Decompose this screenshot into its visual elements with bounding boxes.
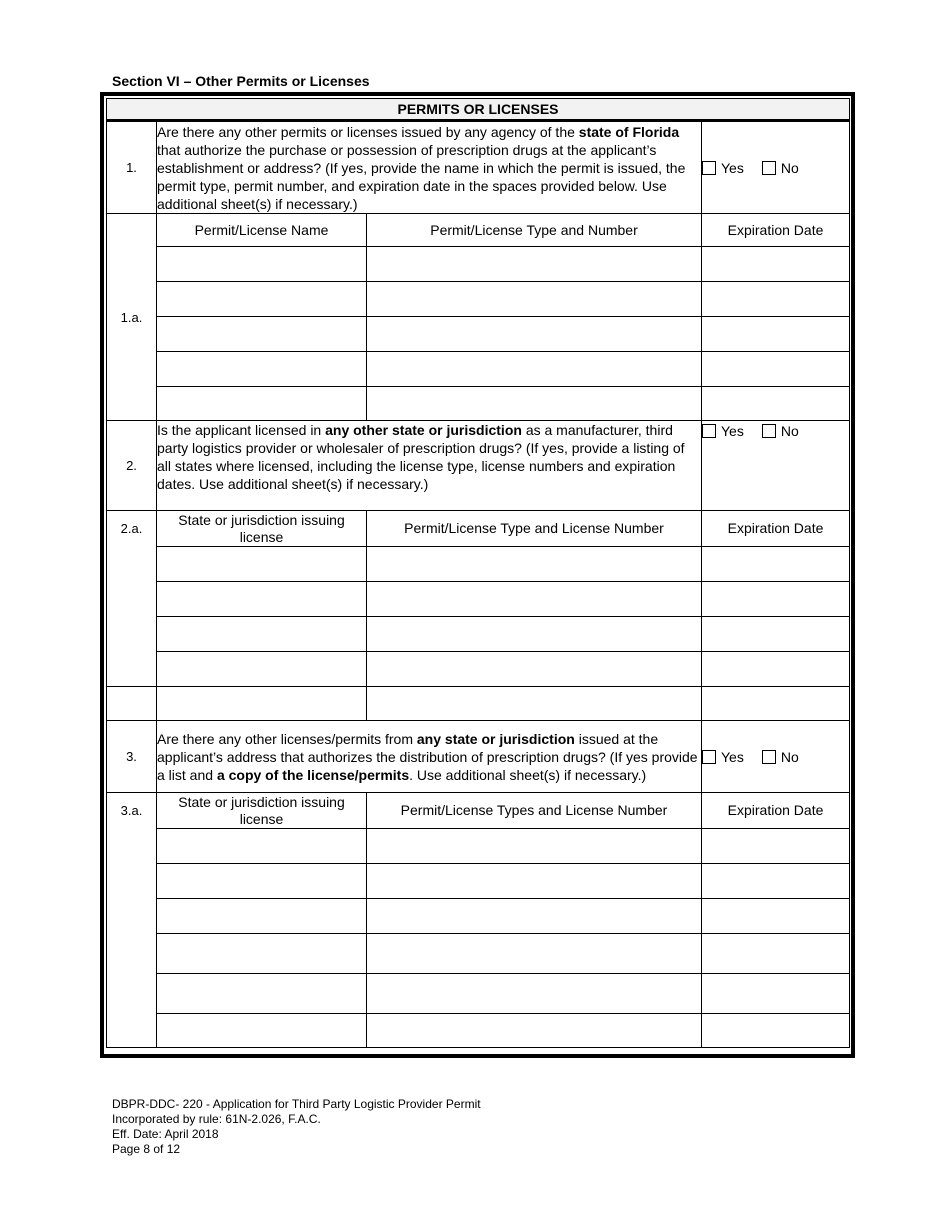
table-cell[interactable] xyxy=(367,934,702,974)
q1-col-name: Permit/License Name xyxy=(157,214,367,247)
table-cell[interactable] xyxy=(157,899,367,934)
table-cell[interactable] xyxy=(702,387,850,421)
section-title: Section VI – Other Permits or Licenses xyxy=(112,73,370,89)
q3-col-expiration: Expiration Date xyxy=(702,793,850,829)
q2a-number: 2.a. xyxy=(107,511,157,687)
table-header: PERMITS OR LICENSES xyxy=(107,99,850,121)
q2-col-type: Permit/License Type and License Number xyxy=(367,511,702,547)
q1a-number: 1.a. xyxy=(107,214,157,421)
q3-no-checkbox[interactable] xyxy=(762,750,776,764)
table-cell[interactable] xyxy=(107,687,157,721)
table-cell[interactable] xyxy=(702,974,850,1014)
table-cell[interactable] xyxy=(367,864,702,899)
table-cell[interactable] xyxy=(702,1014,850,1048)
q2-col-expiration: Expiration Date xyxy=(702,511,850,547)
table-cell[interactable] xyxy=(367,1014,702,1048)
table-cell[interactable] xyxy=(157,934,367,974)
q3-number: 3. xyxy=(107,721,157,793)
q3-question: Are there any other licenses/permits from any state or jurisdiction issued at the applicant’s address that authorizes the distribution of prescription drugs? (If yes provide a list and a copy of the license/permits. Use additional sheet(s) if necessary.) xyxy=(157,721,702,793)
table-cell[interactable] xyxy=(702,652,850,687)
table-cell[interactable] xyxy=(157,582,367,617)
table-cell[interactable] xyxy=(367,617,702,652)
q3-yes-checkbox[interactable] xyxy=(702,750,716,764)
table-cell[interactable] xyxy=(702,829,850,864)
q2-col-state: State or jurisdiction issuing license xyxy=(157,511,367,547)
table-cell[interactable] xyxy=(702,352,850,387)
effective-date: Eff. Date: April 2018 xyxy=(112,1127,219,1141)
table-cell[interactable] xyxy=(702,582,850,617)
table-cell[interactable] xyxy=(367,974,702,1014)
table-cell[interactable] xyxy=(702,687,850,721)
table-cell[interactable] xyxy=(367,387,702,421)
table-cell[interactable] xyxy=(157,974,367,1014)
table-cell[interactable] xyxy=(157,387,367,421)
table-cell[interactable] xyxy=(702,547,850,582)
table-cell[interactable] xyxy=(367,352,702,387)
table-cell[interactable] xyxy=(367,582,702,617)
permits-table-frame xyxy=(100,92,855,1058)
page-number: Page 8 of 12 xyxy=(112,1142,181,1156)
table-cell[interactable] xyxy=(157,829,367,864)
form-id: DBPR-DDC- 220 - Application for Third Party Logistic Provider Permit xyxy=(112,1097,481,1111)
q3-col-state: State or jurisdiction issuing license xyxy=(157,793,367,829)
table-cell[interactable] xyxy=(157,1014,367,1048)
q1-yes-no: Yes No xyxy=(702,121,850,214)
table-cell[interactable] xyxy=(157,352,367,387)
table-cell[interactable] xyxy=(367,282,702,317)
table-cell[interactable] xyxy=(702,864,850,899)
footer xyxy=(112,1097,481,1157)
q2-question: Is the applicant licensed in any other state or jurisdiction as a manufacturer, third party logistics provider or wholesaler of prescription drugs? (If yes, provide a listing of all states where licensed, including the license type, license numbers and expiration dates. Use additional sheet(s) if necessary.) xyxy=(157,421,702,511)
q1-yes-checkbox[interactable] xyxy=(702,161,716,175)
table-cell[interactable] xyxy=(157,617,367,652)
q2-no-checkbox[interactable] xyxy=(762,424,776,438)
q3-col-type: Permit/License Types and License Number xyxy=(367,793,702,829)
q1-col-expiration: Expiration Date xyxy=(702,214,850,247)
table-cell[interactable] xyxy=(157,247,367,282)
q1-no-checkbox[interactable] xyxy=(762,161,776,175)
q3-yes-no: Yes No xyxy=(702,721,850,793)
q1-question: Are there any other permits or licenses issued by any agency of the state of Florida that authorize the purchase or possession of prescription drugs at the applicant’s establishment or address? (If yes, provide the name in which the permit is issued, the permit type, permit number, and expiration date in the spaces provided below. Use additional sheet(s) if necessary.) xyxy=(157,121,702,214)
table-cell[interactable] xyxy=(157,864,367,899)
table-cell[interactable] xyxy=(702,899,850,934)
permits-table xyxy=(106,98,850,1048)
table-cell[interactable] xyxy=(157,317,367,352)
q2-yes-checkbox[interactable] xyxy=(702,424,716,438)
table-cell[interactable] xyxy=(157,687,367,721)
table-cell[interactable] xyxy=(367,899,702,934)
table-cell[interactable] xyxy=(367,317,702,352)
table-cell[interactable] xyxy=(157,282,367,317)
rule-reference: Incorporated by rule: 61N-2.026, F.A.C. xyxy=(112,1112,321,1126)
table-cell[interactable] xyxy=(367,247,702,282)
table-cell[interactable] xyxy=(702,934,850,974)
q1-col-type: Permit/License Type and Number xyxy=(367,214,702,247)
table-cell[interactable] xyxy=(702,282,850,317)
table-cell[interactable] xyxy=(702,247,850,282)
table-cell[interactable] xyxy=(367,547,702,582)
table-cell[interactable] xyxy=(702,317,850,352)
table-cell[interactable] xyxy=(157,547,367,582)
q3a-number: 3.a. xyxy=(107,793,157,1048)
q1-number: 1. xyxy=(107,121,157,214)
q2-yes-no: Yes No xyxy=(702,421,850,511)
table-cell[interactable] xyxy=(702,617,850,652)
table-cell[interactable] xyxy=(367,652,702,687)
table-cell[interactable] xyxy=(367,687,702,721)
table-cell[interactable] xyxy=(367,829,702,864)
table-cell[interactable] xyxy=(157,652,367,687)
q2-number: 2. xyxy=(107,421,157,511)
